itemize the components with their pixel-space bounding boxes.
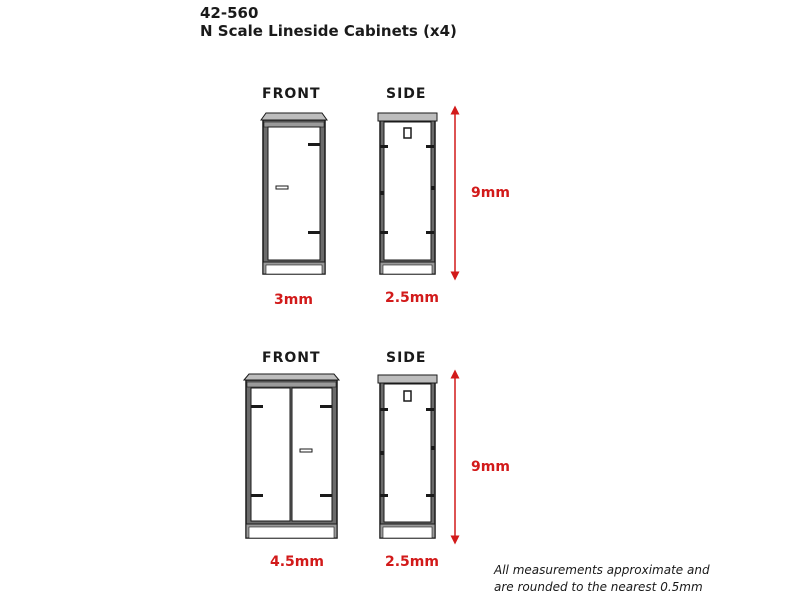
small-height: 9mm xyxy=(471,185,510,201)
product-title: N Scale Lineside Cabinets (x4) xyxy=(200,22,457,40)
product-code: 42-560 xyxy=(200,4,259,22)
small-cabinet-front-drawing xyxy=(261,113,327,274)
small-side-label: SIDE xyxy=(386,86,427,102)
small-cabinet-side-drawing xyxy=(378,113,437,274)
small-front-width: 3mm xyxy=(274,292,313,308)
large-height: 9mm xyxy=(471,459,510,475)
large-side-width: 2.5mm xyxy=(385,554,439,570)
small-front-label: FRONT xyxy=(262,86,321,102)
large-front-width: 4.5mm xyxy=(270,554,324,570)
large-front-label: FRONT xyxy=(262,350,321,366)
large-cabinet-side-drawing xyxy=(378,375,437,538)
note-line-1: All measurements approximate and xyxy=(494,563,710,577)
measurement-note xyxy=(494,562,794,596)
note-line-2: are rounded to the nearest 0.5mm xyxy=(494,580,703,594)
large-cabinet-front-drawing xyxy=(244,374,339,538)
large-side-label: SIDE xyxy=(386,350,427,366)
small-side-width: 2.5mm xyxy=(385,290,439,306)
